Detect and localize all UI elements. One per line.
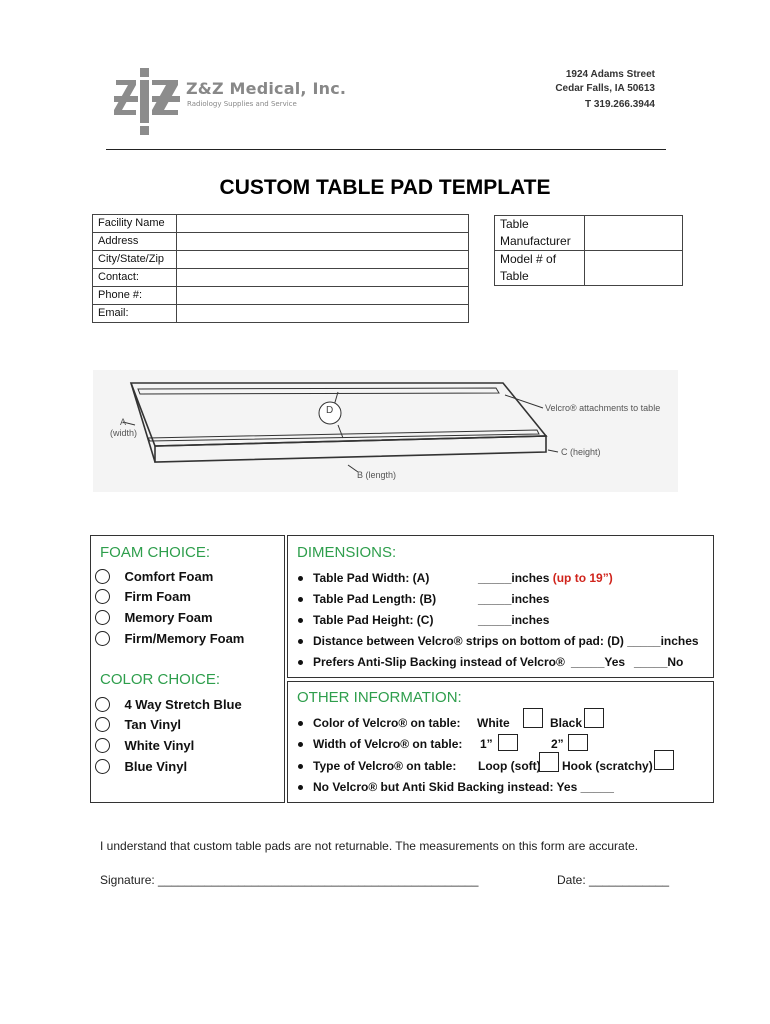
model-label-line2: Table <box>500 269 529 283</box>
no-velcro-row[interactable] <box>298 780 614 794</box>
radio-icon[interactable] <box>95 738 110 753</box>
bullet-icon <box>298 742 303 747</box>
radio-icon[interactable] <box>95 631 110 646</box>
color-option-blue-vinyl[interactable] <box>95 758 187 776</box>
foam-option-comfort[interactable] <box>95 568 213 586</box>
foam-choice-heading: FOAM CHOICE: <box>100 544 211 561</box>
facility-row <box>93 233 469 251</box>
foam-color-section <box>90 535 285 803</box>
foam-option-memory[interactable] <box>95 609 213 627</box>
height-inches-blank[interactable]: _____inches <box>478 613 550 627</box>
option-label: Blue Vinyl <box>124 759 188 775</box>
other-info-section <box>287 681 714 803</box>
field-label: Email: <box>93 305 177 323</box>
velcro-width-1-option: 1” <box>480 737 493 751</box>
bullet-icon <box>298 576 303 581</box>
antislip-label: Prefers Anti-Slip Backing instead of Velcro® <box>313 655 565 669</box>
page-title: CUSTOM TABLE PAD TEMPLATE <box>219 176 551 199</box>
velcro-color-row <box>298 716 461 730</box>
foam-option-firm-memory[interactable] <box>95 630 244 648</box>
velcro-type-label: Type of Velcro® on table: <box>313 759 457 773</box>
color-option-tan-vinyl[interactable] <box>95 716 181 734</box>
diagram-label-c: C (height) <box>561 447 601 457</box>
option-label: Firm Foam <box>124 589 191 605</box>
velcro-loop-checkbox[interactable] <box>539 752 559 772</box>
antislip-yes-blank[interactable]: _____Yes <box>571 655 626 669</box>
no-velcro-label: No Velcro® but Anti Skid Backing instead: Yes _____ <box>313 780 614 794</box>
bullet-icon <box>298 660 303 665</box>
bullet-icon <box>298 597 303 602</box>
field-label: Address <box>93 233 177 251</box>
radio-icon[interactable] <box>95 717 110 732</box>
option-label: Memory Foam <box>124 610 213 626</box>
address-phone: T 319.266.3944 <box>584 99 655 110</box>
diagram-label-b: B (length) <box>357 470 397 480</box>
dimensions-section <box>287 535 714 678</box>
facility-info-table <box>92 214 469 323</box>
manufacturer-label-line2: Manufacturer <box>500 234 571 248</box>
manufacturer-field[interactable] <box>585 216 683 251</box>
diagram-label-a: A <box>120 417 127 427</box>
width-blank-text: _____inches <box>478 571 550 585</box>
velcro-type-row <box>298 759 456 773</box>
option-label: White Vinyl <box>124 738 195 754</box>
facility-row <box>93 305 469 323</box>
contact-field[interactable] <box>177 269 469 287</box>
velcro-width-row <box>298 737 462 751</box>
bullet-icon <box>298 721 303 726</box>
color-option-stretch-blue[interactable] <box>95 696 242 714</box>
table-info-table <box>494 215 683 286</box>
model-label <box>495 251 585 286</box>
manufacturer-label <box>495 216 585 251</box>
facility-row <box>93 251 469 269</box>
color-option-white-vinyl[interactable] <box>95 737 194 755</box>
company-address <box>555 68 655 112</box>
email-field[interactable] <box>177 305 469 323</box>
field-label: City/State/Zip <box>93 251 177 269</box>
date-field[interactable]: Date: ____________ <box>557 873 670 887</box>
dimension-velcro-distance[interactable] <box>298 634 699 648</box>
option-label: Firm/Memory Foam <box>124 631 245 647</box>
dimension-height <box>298 613 433 627</box>
model-field[interactable] <box>585 251 683 286</box>
dimensions-heading: DIMENSIONS: <box>297 544 397 561</box>
width-inches-blank[interactable] <box>478 571 613 585</box>
width-note: (up to 19”) <box>552 571 613 585</box>
diagram-label-a-width: (width) <box>110 428 138 438</box>
company-tagline: Radiology Supplies and Service <box>187 100 297 108</box>
address-city: Cedar Falls, IA 50613 <box>555 83 655 94</box>
option-label: 4 Way Stretch Blue <box>124 697 242 713</box>
radio-icon[interactable] <box>95 589 110 604</box>
company-name: Z&Z Medical, Inc. <box>186 79 347 98</box>
length-inches-blank[interactable]: _____inches <box>478 592 550 606</box>
company-logo-icon <box>112 66 184 138</box>
signature-field[interactable]: Signature: ________________________________________________ <box>100 873 479 887</box>
radio-icon[interactable] <box>95 759 110 774</box>
diagram-label-d: D <box>326 405 334 416</box>
velcro-width-label: Width of Velcro® on table: <box>313 737 463 751</box>
antislip-no-blank[interactable]: _____No <box>634 655 684 669</box>
header-divider <box>106 149 666 150</box>
velcro-width-2-checkbox[interactable] <box>568 734 588 751</box>
facility-row <box>93 215 469 233</box>
model-label-line1: Model # of <box>500 252 557 266</box>
field-label: Contact: <box>93 269 177 287</box>
address-field[interactable] <box>177 233 469 251</box>
dimension-antislip <box>298 655 565 669</box>
velcro-hook-option: Hook (scratchy) <box>562 759 653 773</box>
velcro-black-checkbox[interactable] <box>584 708 604 728</box>
diagram-velcro-label: Velcro® attachments to table <box>545 403 661 413</box>
bullet-icon <box>298 785 303 790</box>
velcro-color-label: Color of Velcro® on table: <box>313 716 461 730</box>
table-pad-diagram <box>93 370 678 492</box>
radio-icon[interactable] <box>95 697 110 712</box>
bullet-icon <box>298 618 303 623</box>
color-choice-heading: COLOR CHOICE: <box>100 671 221 688</box>
bullet-icon <box>298 764 303 769</box>
city-state-zip-field[interactable] <box>177 251 469 269</box>
width-label: Table Pad Width: (A) <box>313 571 430 585</box>
address-street: 1924 Adams Street <box>565 69 655 80</box>
other-info-heading: OTHER INFORMATION: <box>297 689 462 706</box>
velcro-width-1-checkbox[interactable] <box>498 734 518 751</box>
velcro-black-option: Black <box>550 716 583 730</box>
velcro-white-checkbox[interactable] <box>523 708 543 728</box>
velcro-width-2-option: 2” <box>551 737 564 751</box>
agreement-text: I understand that custom table pads are not returnable. The measurements on this form are accurate. <box>100 839 639 853</box>
radio-icon[interactable] <box>95 569 110 584</box>
dimension-width <box>298 571 429 585</box>
field-label: Facility Name <box>93 215 177 233</box>
bullet-icon <box>298 639 303 644</box>
option-label: Comfort Foam <box>124 569 214 585</box>
facility-row <box>93 269 469 287</box>
facility-row <box>93 287 469 305</box>
velcro-distance-label: Distance between Velcro® strips on bottom of pad: (D) _____inches <box>313 634 699 648</box>
option-label: Tan Vinyl <box>124 717 182 733</box>
foam-option-firm[interactable] <box>95 588 191 606</box>
manufacturer-label-line1: Table <box>500 217 529 231</box>
velcro-hook-checkbox[interactable] <box>654 750 674 770</box>
length-label: Table Pad Length: (B) <box>313 592 437 606</box>
dimension-length <box>298 592 436 606</box>
facility-name-field[interactable] <box>177 215 469 233</box>
radio-icon[interactable] <box>95 610 110 625</box>
velcro-loop-option: Loop (soft) <box>478 759 541 773</box>
velcro-white-option: White <box>477 716 510 730</box>
height-label: Table Pad Height: (C) <box>313 613 434 627</box>
field-label: Phone #: <box>93 287 177 305</box>
phone-field[interactable] <box>177 287 469 305</box>
